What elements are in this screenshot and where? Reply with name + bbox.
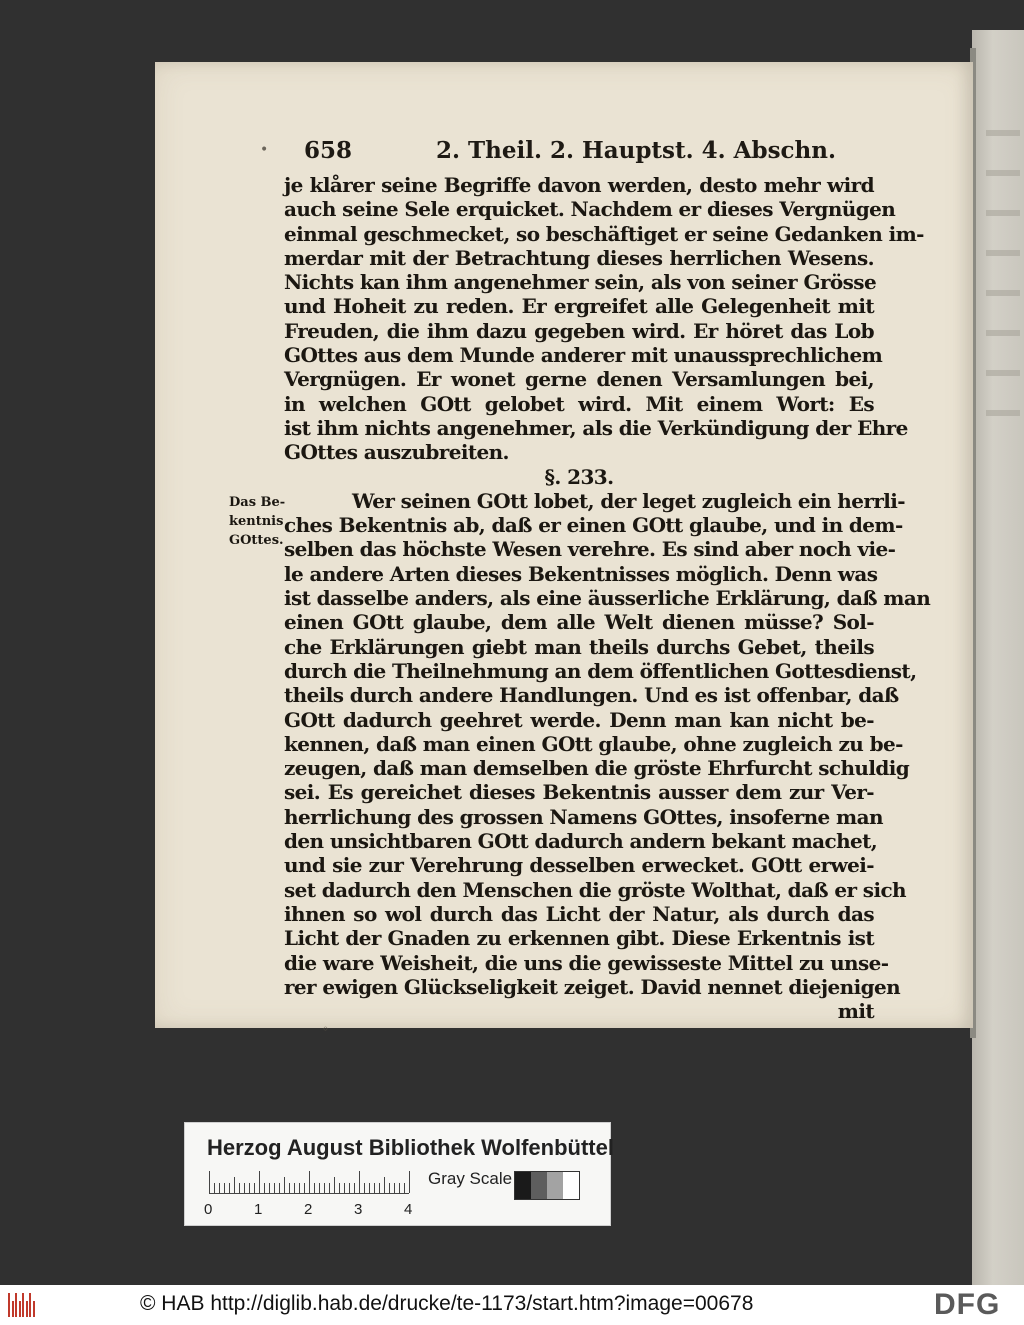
gray-swatch [563,1172,579,1199]
ruler-tick [394,1183,395,1193]
text-line: auch seine Sele erquicket. Nachdem er dieses Vergnügen [284,197,896,222]
ruler-tick [379,1183,380,1193]
section-heading: §. 233. [544,464,614,489]
text-line: ches Bekentnis ab, daß er einen GOtt glaube, und in dem- [284,513,903,538]
gray-scale-label: Gray Scale [428,1169,513,1188]
ruler-label: 1 [254,1201,263,1218]
margin-note [229,493,309,550]
text-line: ist ihm nichts angenehmer, als die Verkündigung der Ehre [284,415,908,440]
ruler-label: 0 [204,1201,213,1218]
page-text [284,173,931,1024]
text-line: einen GOtt glaube, dem alle Welt dienen müsse? Sol- [284,610,874,635]
text-line: und sie zur Verehrung desselben erwecket. GOtt erwei- [284,853,874,878]
text-line: ist dasselbe anders, als eine äusserliche Erklärung, daß man [284,586,931,611]
barcode-logo-icon [8,1293,36,1317]
ruler-tick [324,1183,325,1193]
ruler-tick [399,1183,400,1193]
ruler-tick [274,1183,275,1193]
ruler-tick [219,1183,220,1193]
margin-note-line: kentnis [229,514,284,529]
ruler-tick [329,1183,330,1193]
text-line: in welchen GOtt gelobet wird. Mit einem Wort: Es [284,391,874,416]
text-line: je klårer seine Begriffe davon werden, desto mehr wird [284,173,874,197]
text-line: Wer seinen GOtt lobet, der leget zugleich ein herrli- [352,488,905,513]
text-line: GOtt dadurch geehret werde. Denn man kan nicht be- [284,707,874,732]
text-line: kennen, daß man einen GOtt glaube, ohne zugleich zu be- [284,731,903,756]
text-line: theils durch andere Handlungen. Und es ist offenbar, daß [284,683,899,708]
text-line: set dadurch den Menschen die gröste Wolthat, daß er sich [284,877,906,902]
gray-swatch [547,1172,563,1199]
ruler-tick [339,1183,340,1193]
ruler-tick [359,1171,360,1193]
ruler-tick [209,1171,210,1193]
text-line: merdar mit der Betrachtung dieses herrlichen Wesens. [284,245,874,270]
ruler-tick [369,1183,370,1193]
gray-scale-swatches [514,1171,580,1200]
ruler-tick [214,1183,215,1193]
ruler-tick [409,1171,410,1193]
ruler-tick [384,1177,385,1193]
ruler-label: 4 [404,1201,413,1218]
ruler-tick [299,1183,300,1193]
text-line: le andere Arten dieses Bekentnisses möglich. Denn was [284,561,878,586]
text-line: zeugen, daß man demselben die gröste Ehrfurcht schuldig [284,756,910,781]
text-line: GOttes auszubreiten. [284,440,509,465]
gray-swatch [515,1172,531,1199]
ruler-tick [224,1183,225,1193]
text-line: selben das höchste Wesen verehre. Es sind aber noch vie- [284,537,896,562]
margin-note-line: Das Be- [229,495,286,510]
ruler-tick [249,1183,250,1193]
ruler-tick [239,1183,240,1193]
catchword: mit [837,999,874,1024]
text-line: sei. Es gereichet dieses Bekentnis ausser dem zur Ver- [284,780,874,805]
archive-label [184,1122,614,1226]
ruler-tick [374,1183,375,1193]
ruler-label: 3 [354,1201,363,1218]
ruler-tick [309,1171,310,1193]
ruler-tick [264,1183,265,1193]
library-name: Herzog August Bibliothek Wolfenbüttel [207,1135,614,1160]
ruler-tick [269,1183,270,1193]
ruler-label: 2 [304,1201,313,1218]
running-title: 2. Theil. 2. Hauptst. 4. Abschn. [436,137,836,164]
text-line: den unsichtbaren GOtt dadurch andern bekant machet, [284,829,878,854]
text-line: die ware Weisheit, die uns die gewisseste Mittel zu unse- [284,950,889,975]
ruler-tick [364,1183,365,1193]
ruler-tick [314,1183,315,1193]
text-line: Licht der Gnaden zu erkennen gibt. Diese Erkentnis ist [284,926,874,951]
text-line: rer ewigen Glückseligkeit zeiget. David nennet diejenigen [284,974,901,999]
text-line: Nichts kan ihm angenehmer sein, als von seiner Grösse [284,270,877,295]
dfg-logo: DFG [934,1288,1001,1321]
margin-note-line: GOttes. [229,533,284,548]
ink-mark: ◦ [322,1022,330,1036]
margin-mark: • [260,142,269,158]
ruler-tick [259,1171,260,1193]
ruler-tick [254,1183,255,1193]
ruler-tick [289,1183,290,1193]
ruler-tick [344,1183,345,1193]
ruler-tick [304,1183,305,1193]
text-line: und Hoheit zu reden. Er ergreifet alle Gelegenheit mit [284,294,874,319]
ruler-tick [319,1183,320,1193]
running-head [304,137,836,167]
ruler-tick [349,1183,350,1193]
gray-swatch [531,1172,547,1199]
ruler-tick [234,1177,235,1193]
ruler-tick [244,1183,245,1193]
ruler-tick [284,1177,285,1193]
text-line: herrlichung des grossen Namens GOttes, insoferne man [284,804,883,829]
ruler-tick [354,1183,355,1193]
ruler-tick [404,1183,405,1193]
ruler-tick [389,1183,390,1193]
ruler-tick [294,1183,295,1193]
text-line: einmal geschmecket, so beschäftiget er seine Gedanken im- [284,221,924,246]
facing-page-edge [972,30,1024,1285]
ruler-tick [279,1183,280,1193]
ruler-tick [229,1183,230,1193]
copyright-url: © HAB http://diglib.hab.de/drucke/te-1173/start.htm?image=00678 [140,1292,754,1315]
ruler-tick [334,1177,335,1193]
scale-ruler [209,1171,409,1194]
viewer-footer [0,1285,1024,1325]
text-line: ihnen so wol durch das Licht der Natur, als durch das [284,901,874,926]
text-line: durch die Theilnehmung an dem öffentlichen Gottesdienst, [284,658,917,683]
page-number: 658 [304,137,353,164]
text-line: GOttes aus dem Munde anderer mit unaussprechlichem [284,343,883,368]
text-line: Freuden, die ihm dazu gegeben wird. Er höret das Lob [284,318,874,343]
text-line: che Erklärungen giebt man theils durchs Gebet, theils [284,634,874,659]
text-line: Vergnügen. Er wonet gerne denen Versamlungen bei, [284,367,874,392]
